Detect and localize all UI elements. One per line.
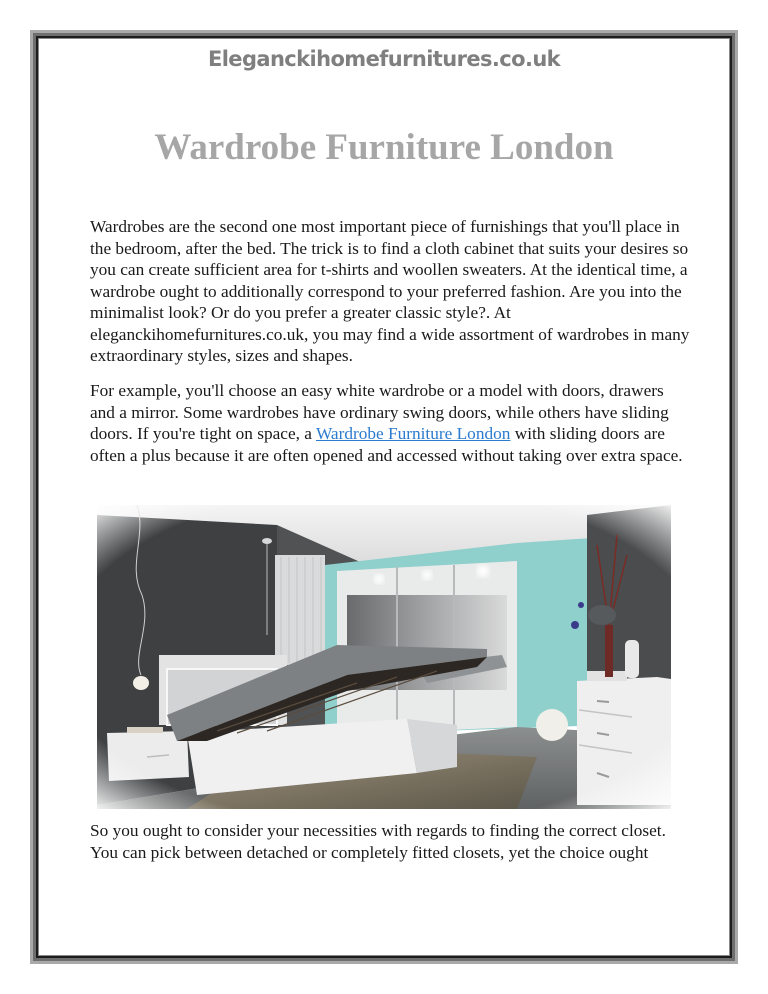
closing-paragraph: So you ought to consider your necessities with regards to finding the correct closet. You can pick between detached or completely fitted closets, yet the choice ought bbox=[90, 821, 666, 862]
bedroom-furniture-photo bbox=[97, 505, 671, 809]
page-content-area bbox=[38, 38, 730, 956]
site-name-header: Eleganckihomefurnitures.co.uk bbox=[207, 47, 561, 71]
bedroom-illustration bbox=[97, 505, 671, 809]
paragraph-text-before-link: For example, you'll choose an easy white wardrobe or a model with doors, drawers and a mirror. Some wardrobes have ordinary swing doors, while others have sliding doors. If you're tight on space, a bbox=[90, 381, 669, 443]
page-title: Wardrobe Furniture London bbox=[154, 127, 614, 168]
intro-paragraph: Wardrobes are the second one most important piece of furnishings that you'll place in the bedroom, after the bed. The trick is to find a cloth cabinet that suits your desires so you can create sufficient area for t-shirts and woollen sweaters. At the identical time, a wardrobe ought to additionally correspond to your preferred fashion. Are you into the minimalist look? Or do you prefer a greater classic style?. At eleganckihomefurnitures.co.uk, you may find a wide assortment of wardrobes in many extraordinary styles, sizes and shapes. bbox=[90, 217, 690, 365]
sliding-doors-paragraph bbox=[90, 380, 690, 466]
wardrobe-furniture-london-link[interactable]: Wardrobe Furniture London bbox=[315, 424, 511, 443]
paragraph-text-after-link: with sliding doors are often a plus because it are often opened and accessed without taking over extra space. bbox=[90, 424, 683, 465]
